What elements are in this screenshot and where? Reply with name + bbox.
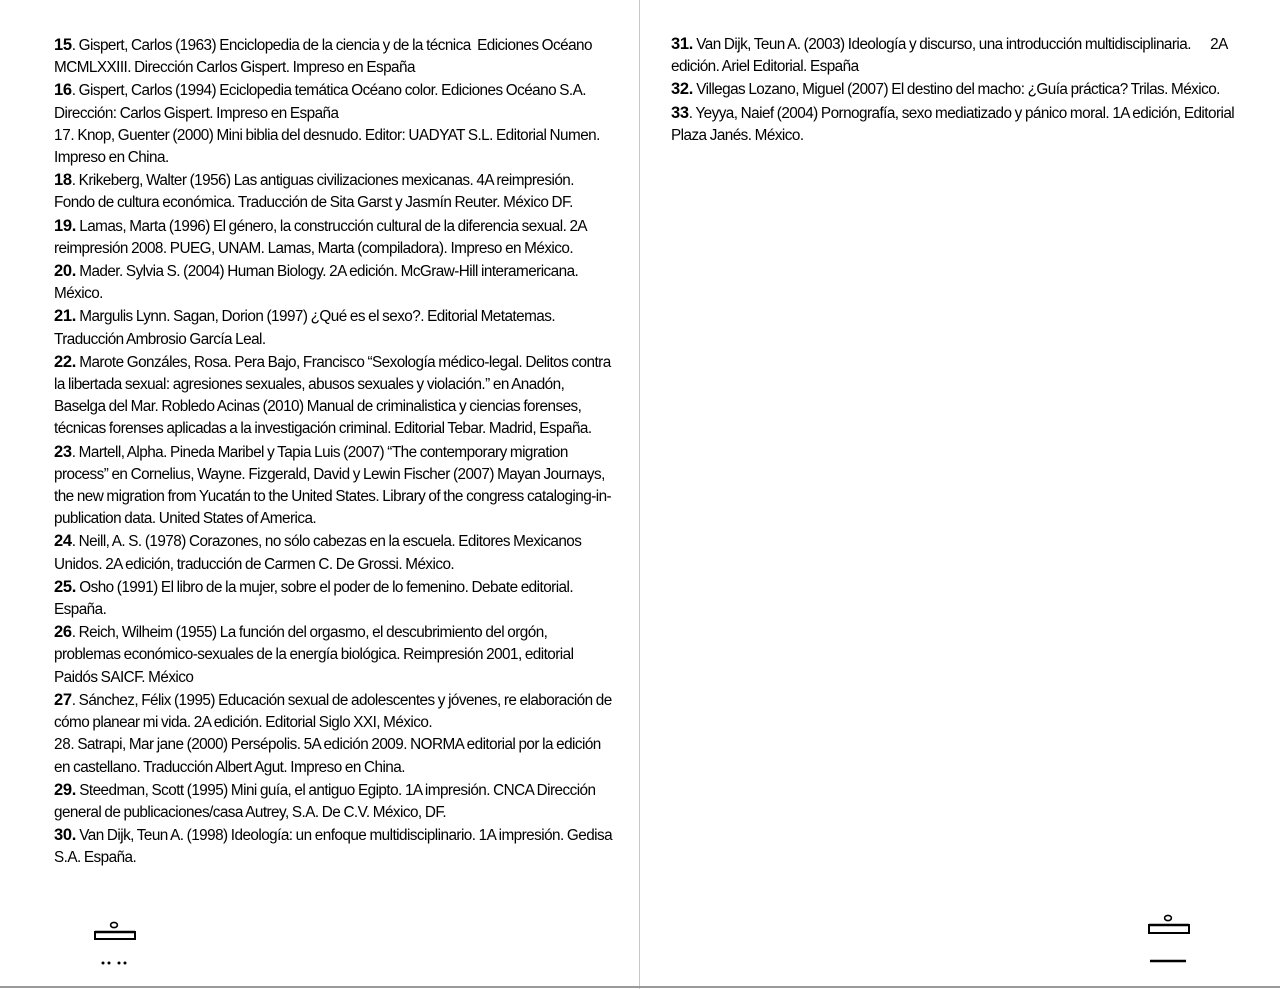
bibliography-entry <box>54 734 614 778</box>
entry-number: 33 <box>671 103 689 122</box>
entry-number: 32. <box>671 80 694 99</box>
bibliography-column-right <box>671 33 1251 147</box>
bibliography-entry <box>54 824 614 869</box>
entry-number: 24 <box>54 532 72 551</box>
bibliography-entry <box>54 34 614 79</box>
entry-text: . Sánchez, Félix (1995) Educación sexual de adolescentes y jóvenes, re elaboración de cómo planear mi vida. 2A edición. Editorial Siglo XXI, México. <box>54 691 615 732</box>
entry-number: 19. <box>54 216 77 235</box>
entry-text: Osho (1991) El libro de la mujer, sobre el poder de lo femenino. Debate editorial. España. <box>54 578 577 619</box>
bibliography-entry <box>54 260 614 305</box>
right-page <box>640 0 1280 989</box>
entry-number: 23 <box>54 442 72 461</box>
bibliography-entry <box>54 779 614 824</box>
entry-number: 21. <box>54 307 77 326</box>
entry-text: Margulis Lynn. Sagan, Dorion (1997) ¿Qué es el sexo?. Editorial Metatemas. Traducción Ambrosio García Leal. <box>54 308 558 348</box>
entry-number: 28 <box>54 736 71 754</box>
entry-text: Villegas Lozano, Miguel (2007) El destino del macho: ¿Guía práctica? Trilas. México. <box>693 81 1220 99</box>
bibliography-entry <box>671 102 1251 147</box>
bibliography-entry <box>54 351 614 441</box>
entry-number: 31. <box>671 35 694 53</box>
entry-text: . Gispert, Carlos (1994) Eciclopedia temática Océano color. Ediciones Océano S.A. Dirección: Carlos Gispert. Impreso en España <box>54 82 590 122</box>
bibliography-entry <box>54 79 614 124</box>
entry-text: Van Dijk, Teun A. (1998) Ideología: un enfoque multidisciplinario. 1A impresión. Gedisa S.A. España. <box>54 827 616 867</box>
entry-number: 22. <box>54 352 77 371</box>
entry-number: 15 <box>54 36 72 54</box>
page-number-right <box>1147 912 1193 966</box>
bibliography-entry <box>54 689 614 734</box>
bibliography-entry <box>54 305 614 350</box>
bibliography-entry <box>671 33 1251 78</box>
entry-text: . Gispert, Carlos (1963) Enciclopedia de la ciencia y de la técnica Ediciones Océano MCMLXXIII. Dirección Carlos Gispert. Impreso en España <box>54 37 596 77</box>
entry-number: 26 <box>54 623 72 642</box>
bibliography-entry <box>54 125 614 169</box>
entry-text: . Krikeberg, Walter (1956) Las antiguas civilizaciones mexicanas. 4A reimpresión. Fondo de cultura económica. Traducción de Sita Garst y Jasmín Reuter. México DF. <box>54 172 578 212</box>
entry-text: Marote Gonzáles, Rosa. Pera Bajo, Francisco “Sexología médico-legal. Delitos contra la libertada sexual: agresiones sexuales, abusos sexuales y violación.” en Anadón, Baselga del Mar. Robledo Acinas (2010) Manual de criminalistica y ciencias forenses, técnicas forenses aplicadas a la investigación criminal. Editorial Tebar. Madrid, España. <box>54 353 614 438</box>
entry-text: . Reich, Wilheim (1955) La función del orgasmo, el descubrimiento del orgón, problemas económico-sexuales de la energía biológica. Reimpresión 2001, editorial Paidós SAICF. México <box>54 624 577 686</box>
entry-text: . Martell, Alpha. Pineda Maribel y Tapia Luis (2007) “The contemporary migration process” en Cornelius, Wayne. Fizgerald, David y Lewin Fischer (2007) Mayan Journays, the new migration from Yucatán to the United States. Library of the congress cataloging-in-publication data. United States of America. <box>54 443 612 528</box>
entry-number: 25. <box>54 577 77 596</box>
entry-number: 27 <box>54 690 72 709</box>
bibliography-entry <box>54 621 614 689</box>
entry-number: 30. <box>54 826 77 845</box>
entry-number: 20. <box>54 262 77 281</box>
bibliography-entry <box>54 169 614 214</box>
maya-numeral-icon <box>1147 912 1193 966</box>
entry-number: 17 <box>54 126 71 144</box>
bibliography-entry <box>54 441 614 531</box>
entry-text: . Yeyya, Naief (2004) Pornografía, sexo mediatizado y pánico moral. 1A edición, Editorial Plaza Janés. México. <box>671 104 1238 144</box>
bibliography-column-left <box>54 34 614 870</box>
bottom-page-edge <box>0 986 1280 988</box>
entry-number: 16 <box>54 81 72 100</box>
bibliography-entry <box>54 215 614 260</box>
entry-text: . Neill, A. S. (1978) Corazones, no sólo cabezas en la escuela. Editores Mexicanos Unidos. 2A edición, traducción de Carmen C. De Grossi. México. <box>54 533 585 573</box>
bibliography-entry <box>54 576 614 621</box>
entry-text: Mader. Sylvia S. (2004) Human Biology. 2A edición. McGraw-Hill interamericana. México. <box>54 263 582 303</box>
bibliography-entry <box>54 530 614 575</box>
entry-text: Van Dijk, Teun A. (2003) Ideología y discurso, una introducción multidisciplinaria. 2A edición. Ariel Editorial. España <box>671 36 1231 76</box>
entry-number: 29. <box>54 780 77 799</box>
entry-text: . Knop, Guenter (2000) Mini biblia del desnudo. Editor: UADYAT S.L. Editorial Numen. Impreso en China. <box>54 126 604 167</box>
entry-text: . Satrapi, Mar jane (2000) Persépolis. 5A edición 2009. NORMA editorial por la edición en castellano. Traducción Albert Agut. Impreso en China. <box>54 736 604 776</box>
entry-text: Steedman, Scott (1995) Mini guía, el antiguo Egipto. 1A impresión. CNCA Dirección general de publicaciones/casa Autrey, S.A. De C.V. México, DF. <box>54 781 599 821</box>
page-number-left <box>93 920 139 968</box>
maya-numeral-icon <box>93 920 139 968</box>
entry-number: 18 <box>54 171 72 190</box>
entry-text: Lamas, Marta (1996) El género, la construcción cultural de la diferencia sexual. 2A reimpresión 2008. PUEG, UNAM. Lamas, Marta (compiladora). Impreso en México. <box>54 217 590 257</box>
bibliography-entry <box>671 78 1251 101</box>
